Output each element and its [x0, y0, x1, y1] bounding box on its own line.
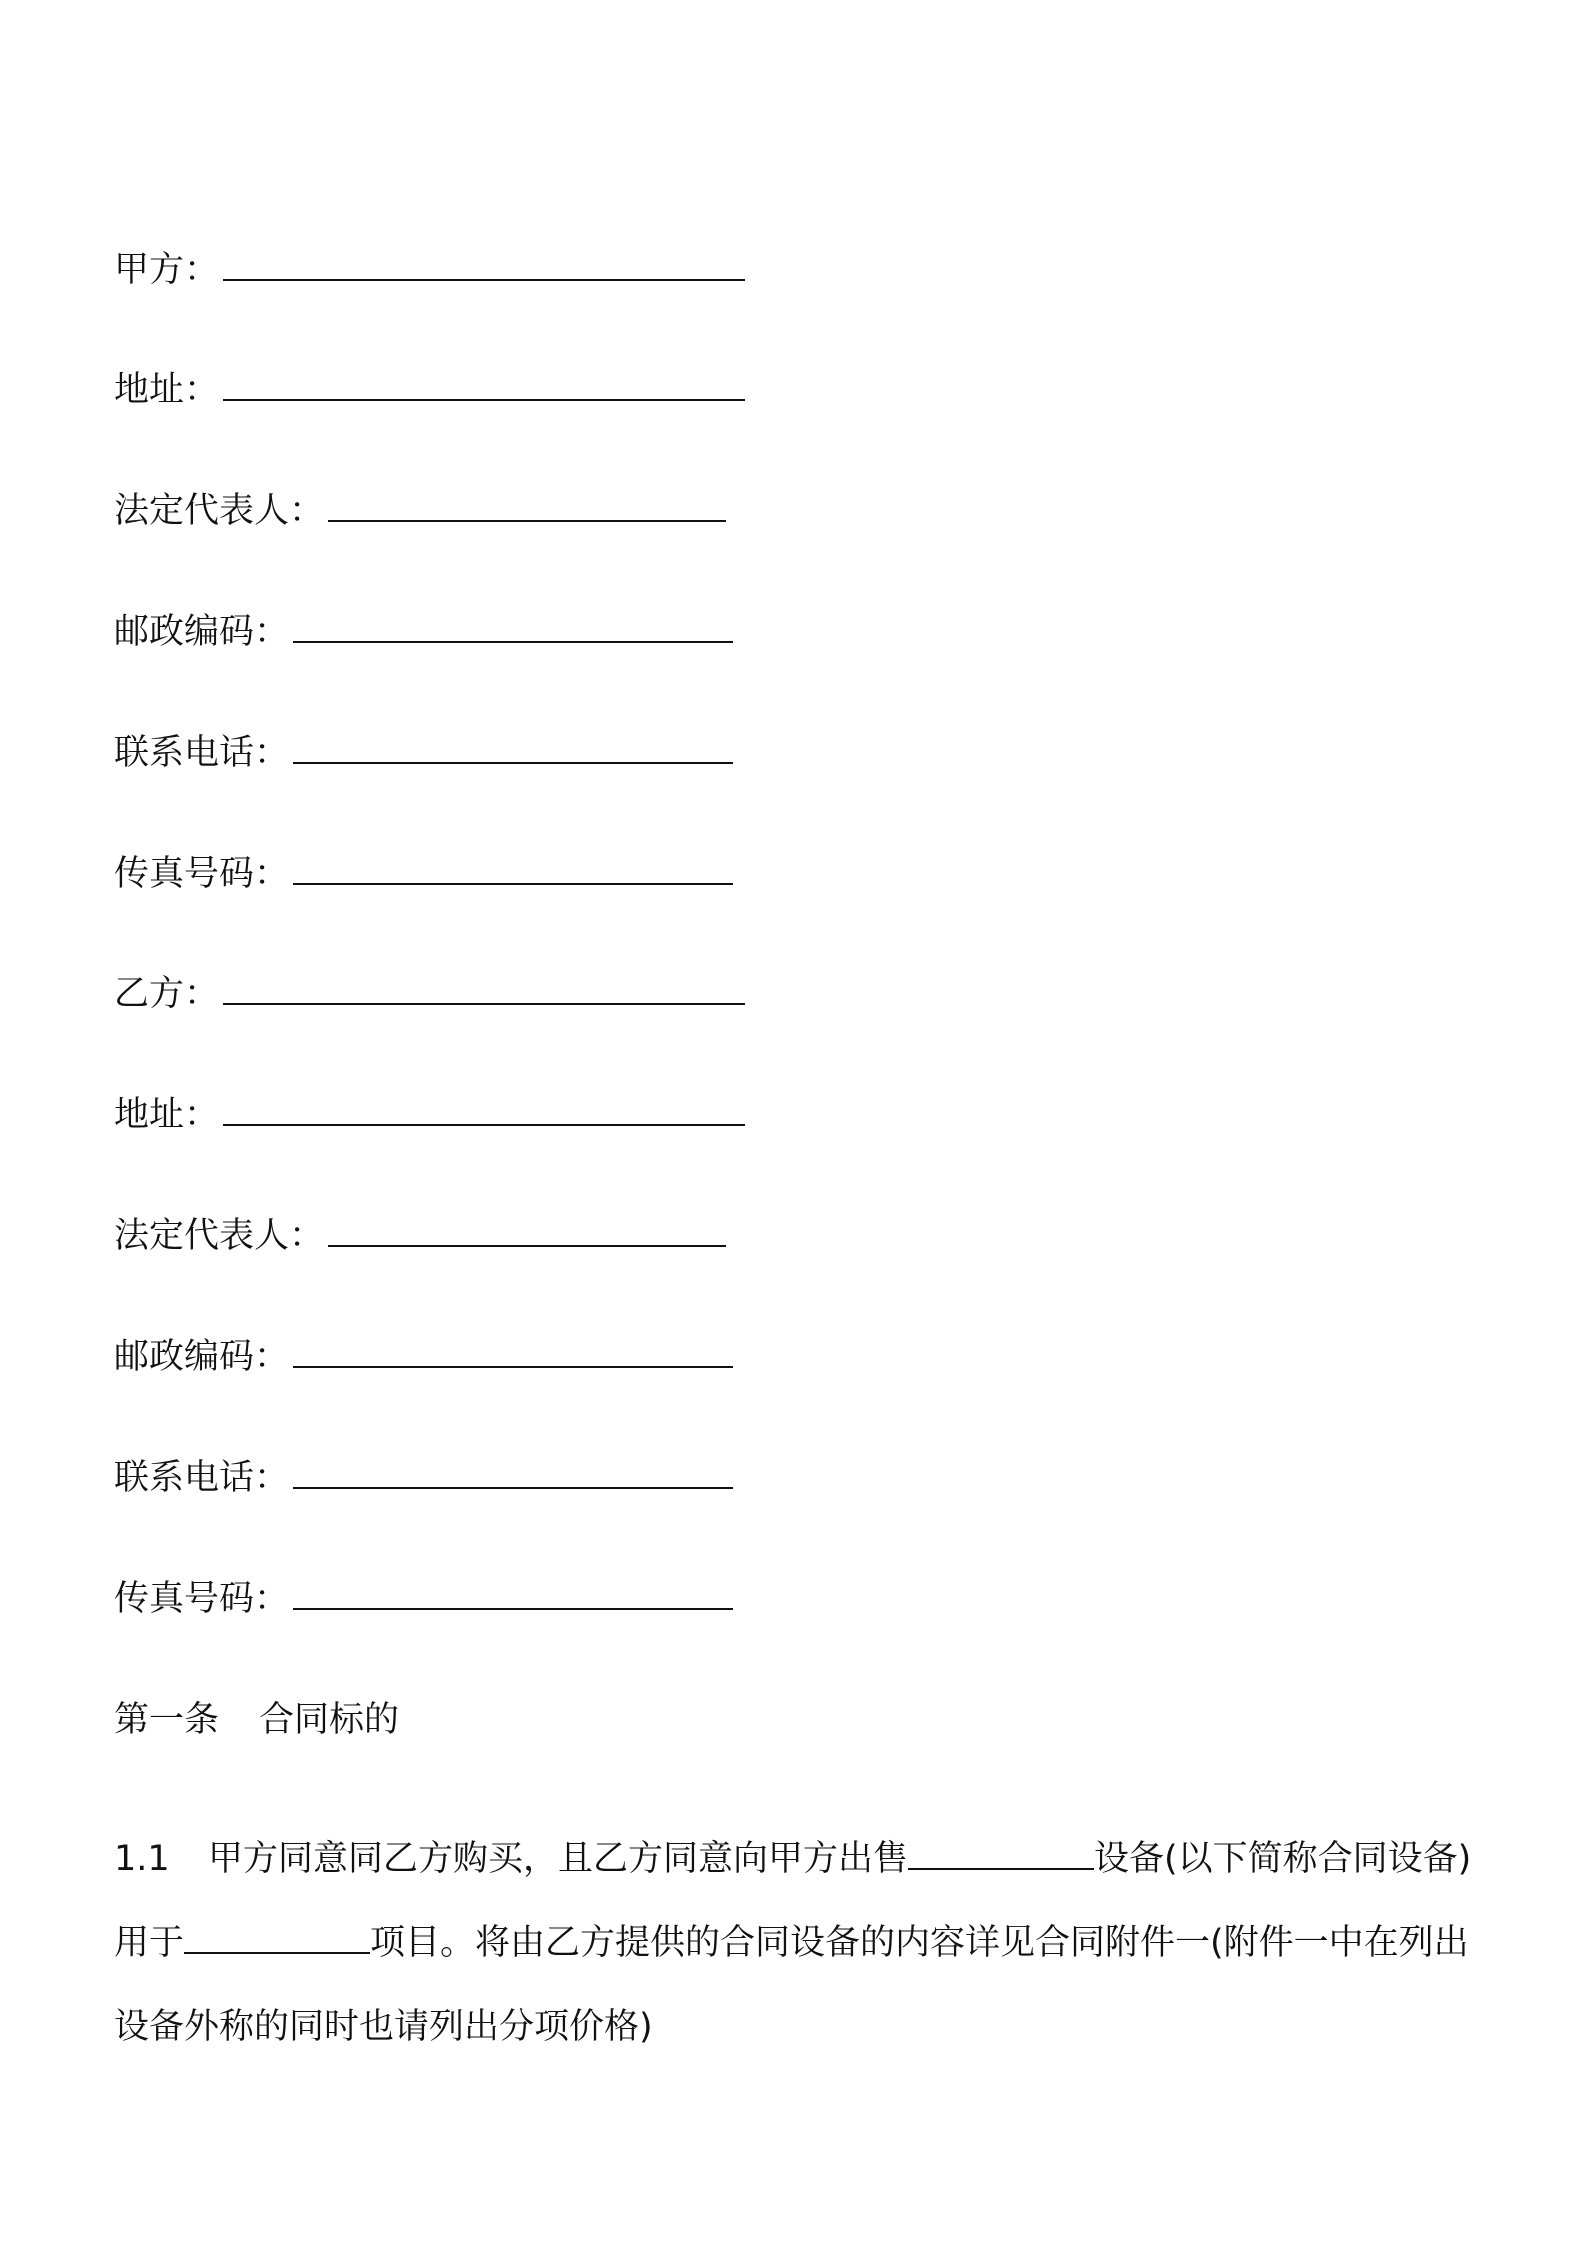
- party-b-legal-rep-row: [114, 1212, 726, 1260]
- party-a-fax-label: 传真号码：: [114, 854, 290, 894]
- party-b-legal-rep-blank[interactable]: [328, 1215, 726, 1247]
- party-b-phone-row: [114, 1454, 733, 1502]
- clause-1-1: [114, 1817, 1494, 2069]
- party-a-name-blank[interactable]: [223, 249, 745, 281]
- party-b-address-blank[interactable]: [223, 1094, 745, 1126]
- party-b-phone-blank[interactable]: [293, 1457, 733, 1489]
- party-a-postcode-row: [114, 608, 733, 656]
- party-b-legal-rep-label: 法定代表人：: [114, 1216, 325, 1256]
- party-a-address-label: 地址：: [114, 370, 220, 410]
- party-a-address-blank[interactable]: [223, 369, 745, 401]
- article-1-heading: [114, 1696, 399, 1744]
- party-b-address-label: 地址：: [114, 1095, 220, 1135]
- party-a-legal-rep-label: 法定代表人：: [114, 491, 325, 531]
- party-a-postcode-blank[interactable]: [293, 611, 733, 643]
- clause-1-1-text-part3: 项目。将由乙方提供的合同设备的内容详见合同附件一(附件一中在列出设备外称的同时也请列出分项价格): [114, 1923, 1469, 2047]
- party-b-name-blank[interactable]: [223, 973, 745, 1005]
- project-name-blank[interactable]: [184, 1922, 370, 1954]
- party-b-fax-blank[interactable]: [293, 1578, 733, 1610]
- clause-1-1-text-part1: 甲方同意同乙方购买，且乙方同意向甲方出售: [208, 1839, 909, 1879]
- party-b-postcode-label: 邮政编码：: [114, 1337, 290, 1377]
- party-a-fax-blank[interactable]: [293, 853, 733, 885]
- party-a-phone-blank[interactable]: [293, 732, 733, 764]
- party-a-legal-rep-blank[interactable]: [328, 490, 726, 522]
- equipment-name-blank[interactable]: [908, 1838, 1094, 1870]
- party-a-fax-row: [114, 850, 733, 898]
- clause-1-1-number: 1.1: [114, 1839, 170, 1879]
- party-a-legal-rep-row: [114, 487, 726, 535]
- party-b-name-row: [114, 970, 745, 1018]
- party-b-phone-label: 联系电话：: [114, 1458, 290, 1498]
- article-1-title: 合同标的: [259, 1700, 400, 1740]
- party-b-fax-label: 传真号码：: [114, 1579, 290, 1619]
- party-b-fax-row: [114, 1575, 733, 1623]
- party-a-postcode-label: 邮政编码：: [114, 612, 290, 652]
- party-a-address-row: [114, 366, 745, 414]
- party-a-phone-row: [114, 729, 733, 777]
- party-b-address-row: [114, 1091, 745, 1139]
- party-a-name-label: 甲方：: [114, 250, 220, 290]
- party-b-postcode-blank[interactable]: [293, 1336, 733, 1368]
- party-b-postcode-row: [114, 1333, 733, 1381]
- party-a-name-row: [114, 246, 745, 294]
- party-a-phone-label: 联系电话：: [114, 733, 290, 773]
- party-b-name-label: 乙方：: [114, 974, 220, 1014]
- article-1-number: 第一条: [114, 1700, 220, 1740]
- clause-1-1-text-part2: 设备(以下简称合同设备)用于: [114, 1839, 1472, 1963]
